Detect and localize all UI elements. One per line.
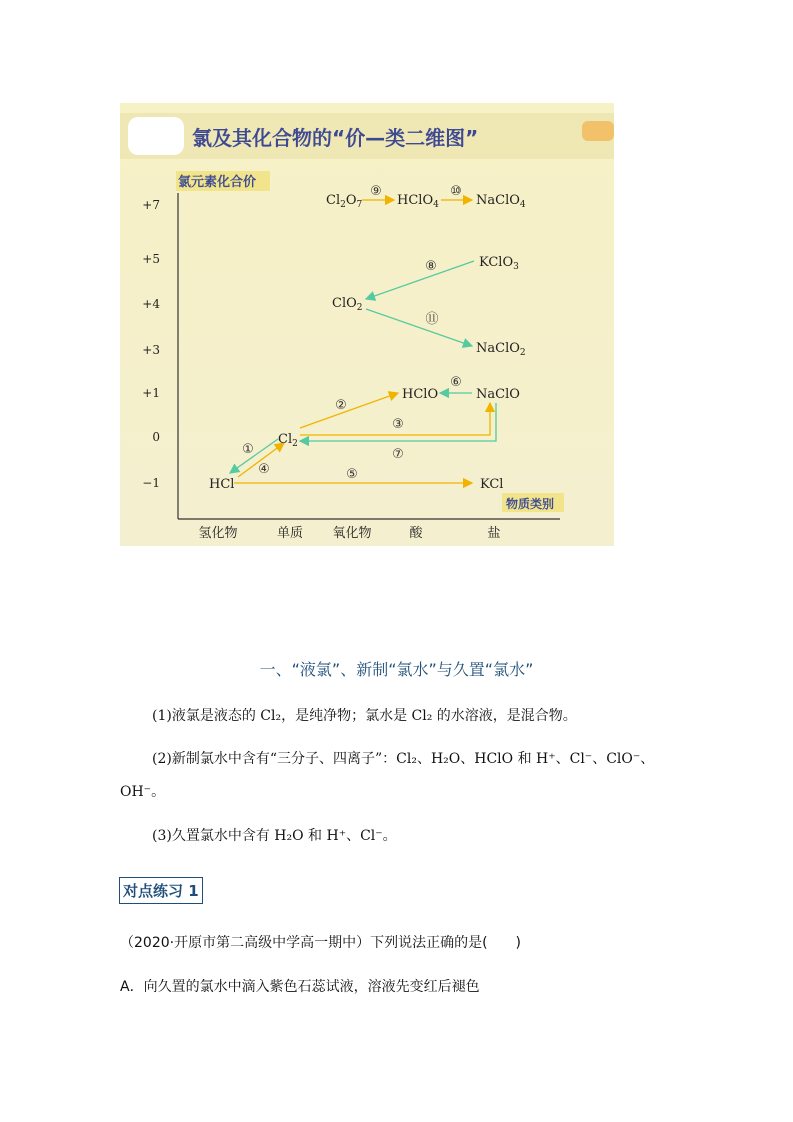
paragraph-1: (1)液氯是液态的 Cl₂，是纯净物；氯水是 Cl₂ 的水溶液，是混合物。	[152, 708, 577, 724]
label-2: ②	[335, 398, 347, 413]
x-tick-salt: 盐	[487, 526, 501, 541]
label-1: ①	[242, 442, 254, 457]
valence-class-diagram	[120, 103, 614, 546]
x-axis-label: 物质类别	[506, 497, 555, 511]
label-5: ⑤	[346, 467, 358, 482]
x-tick-hydride: 氢化物	[198, 526, 238, 541]
y-tick-plus3: +3	[142, 343, 160, 357]
y-tick-plus5: +5	[142, 252, 160, 266]
node-hclo: HClO	[402, 387, 439, 402]
label-8: ⑧	[425, 259, 437, 274]
node-kcl: KCl	[480, 477, 504, 492]
title-badge	[128, 117, 184, 155]
practice-question: （2020·开原市第二高级中学高一期中）下列说法正确的是( )	[120, 935, 522, 951]
figure-title: 氯及其化合物的“价—类二维图”	[192, 126, 479, 150]
node-cl2o7: $Cl_2O_7$	[326, 193, 363, 210]
label-4: ④	[258, 462, 270, 477]
section-heading: 一、“液氯”、新制“氯水”与久置“氯水”	[259, 660, 534, 679]
x-tick-acid: 酸	[409, 526, 423, 541]
x-tick-element: 单质	[276, 526, 304, 541]
figure-background	[120, 103, 614, 546]
node-clo2: ClO$_2$	[332, 296, 363, 313]
option-a: A．向久置的氯水中滴入紫色石蕊试液，溶液先变红后褪色	[120, 979, 480, 995]
y-tick-plus4: +4	[142, 297, 160, 311]
y-tick-zero: 0	[152, 430, 160, 444]
x-tick-oxide: 氧化物	[332, 526, 372, 541]
node-hclo4: HClO$_4$	[397, 193, 439, 210]
node-naclo: NaClO	[476, 387, 520, 402]
y-tick-minus1: −1	[142, 476, 160, 490]
node-hcl: HCl	[209, 477, 235, 492]
y-axis-label: 氯元素化合价	[178, 175, 257, 190]
label-3: ③	[392, 417, 404, 432]
label-6: ⑥	[450, 375, 462, 390]
paragraph-3: (3)久置氯水中含有 H₂O 和 H⁺、Cl⁻。	[152, 828, 397, 844]
node-cl2: $Cl_2$	[278, 432, 298, 449]
practice-label: 对点练习 1	[119, 877, 203, 904]
y-tick-plus1: +1	[142, 386, 160, 400]
y-tick-plus7: +7	[142, 198, 160, 212]
label-7: ⑦	[392, 447, 404, 462]
label-10: ⑩	[450, 184, 462, 199]
label-11: ⑪	[425, 312, 439, 327]
node-naclo2: NaClO$_2$	[476, 341, 526, 358]
node-naclo4: NaClO$_4$	[476, 193, 526, 210]
node-kclo3: KClO$_3$	[479, 255, 519, 272]
label-9: ⑨	[370, 184, 382, 199]
paragraph-2: (2)新制氯水中含有“三分子、四离子”：Cl₂、H₂O、HClO 和 H⁺、Cl⁻、ClO⁻、OH⁻。	[120, 751, 655, 800]
